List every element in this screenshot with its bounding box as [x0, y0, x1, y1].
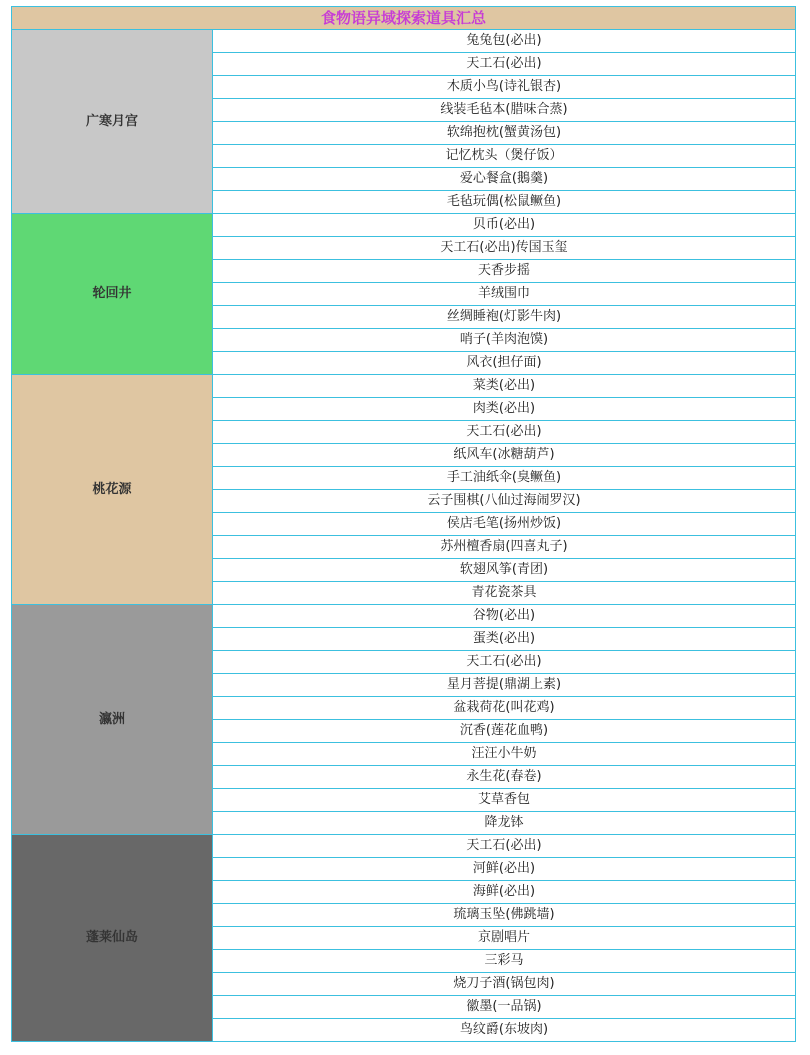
item-cell: 海鲜(必出): [213, 881, 796, 904]
item-cell: 降龙钵: [213, 812, 796, 835]
item-cell: 毛毡玩偶(松鼠鳜鱼): [213, 191, 796, 214]
item-cell: 软翅风筝(青团): [213, 559, 796, 582]
item-cell: 星月菩提(鼎湖上素): [213, 674, 796, 697]
item-cell: 天香步摇: [213, 260, 796, 283]
item-cell: 手工油纸伞(臭鳜鱼): [213, 467, 796, 490]
item-cell: 丝绸睡袍(灯影牛肉): [213, 306, 796, 329]
item-cell: 天工石(必出)传国玉玺: [213, 237, 796, 260]
table-row: [12, 605, 796, 628]
item-cell: 云子围棋(八仙过海闹罗汉): [213, 490, 796, 513]
item-cell: 永生花(春卷): [213, 766, 796, 789]
region-cell: 广寒月宫: [12, 30, 213, 214]
table-row: [12, 214, 796, 237]
table-row: [12, 30, 796, 53]
region-cell: 蓬莱仙岛: [12, 835, 213, 1042]
table-row: [12, 835, 796, 858]
item-cell: 汪汪小牛奶: [213, 743, 796, 766]
item-cell: 蛋类(必出): [213, 628, 796, 651]
item-cell: 河鲜(必出): [213, 858, 796, 881]
region-cell: 瀛洲: [12, 605, 213, 835]
item-cell: 苏州檀香扇(四喜丸子): [213, 536, 796, 559]
item-cell: 徽墨(一品锅): [213, 996, 796, 1019]
item-cell: 肉类(必出): [213, 398, 796, 421]
item-cell: 沉香(莲花血鸭): [213, 720, 796, 743]
item-cell: 天工石(必出): [213, 651, 796, 674]
item-cell: 风衣(担仔面): [213, 352, 796, 375]
table-row: [12, 375, 796, 398]
item-cell: 纸风车(冰糖葫芦): [213, 444, 796, 467]
item-cell: 京剧唱片: [213, 927, 796, 950]
item-cell: 谷物(必出): [213, 605, 796, 628]
table-title: 食物语异域探索道具汇总: [12, 7, 796, 30]
item-cell: 青花瓷茶具: [213, 582, 796, 605]
item-cell: 烧刀子酒(锅包肉): [213, 973, 796, 996]
item-cell: 软绵抱枕(蟹黄汤包): [213, 122, 796, 145]
item-cell: 侯店毛笔(扬州炒饭): [213, 513, 796, 536]
title-row: [12, 7, 796, 30]
table-body: [12, 30, 796, 1042]
item-cell: 爱心餐盒(鵝羹): [213, 168, 796, 191]
item-cell: 木质小鸟(诗礼银杏): [213, 76, 796, 99]
item-cell: 三彩马: [213, 950, 796, 973]
item-cell: 记忆枕头（煲仔饭）: [213, 145, 796, 168]
item-cell: 琉璃玉坠(佛跳墙): [213, 904, 796, 927]
item-cell: 天工石(必出): [213, 835, 796, 858]
item-cell: 哨子(羊肉泡馍): [213, 329, 796, 352]
item-cell: 盆栽荷花(叫花鸡): [213, 697, 796, 720]
item-cell: 羊绒围巾: [213, 283, 796, 306]
item-cell: 兔兔包(必出): [213, 30, 796, 53]
item-cell: 天工石(必出): [213, 53, 796, 76]
region-cell: 桃花源: [12, 375, 213, 605]
item-cell: 菜类(必出): [213, 375, 796, 398]
item-cell: 贝币(必出): [213, 214, 796, 237]
item-cell: 天工石(必出): [213, 421, 796, 444]
item-cell: 鸟纹爵(东坡肉): [213, 1019, 796, 1042]
region-cell: 轮回井: [12, 214, 213, 375]
items-table: [11, 6, 796, 1042]
item-cell: 线装毛毡本(腊味合蒸): [213, 99, 796, 122]
item-cell: 艾草香包: [213, 789, 796, 812]
